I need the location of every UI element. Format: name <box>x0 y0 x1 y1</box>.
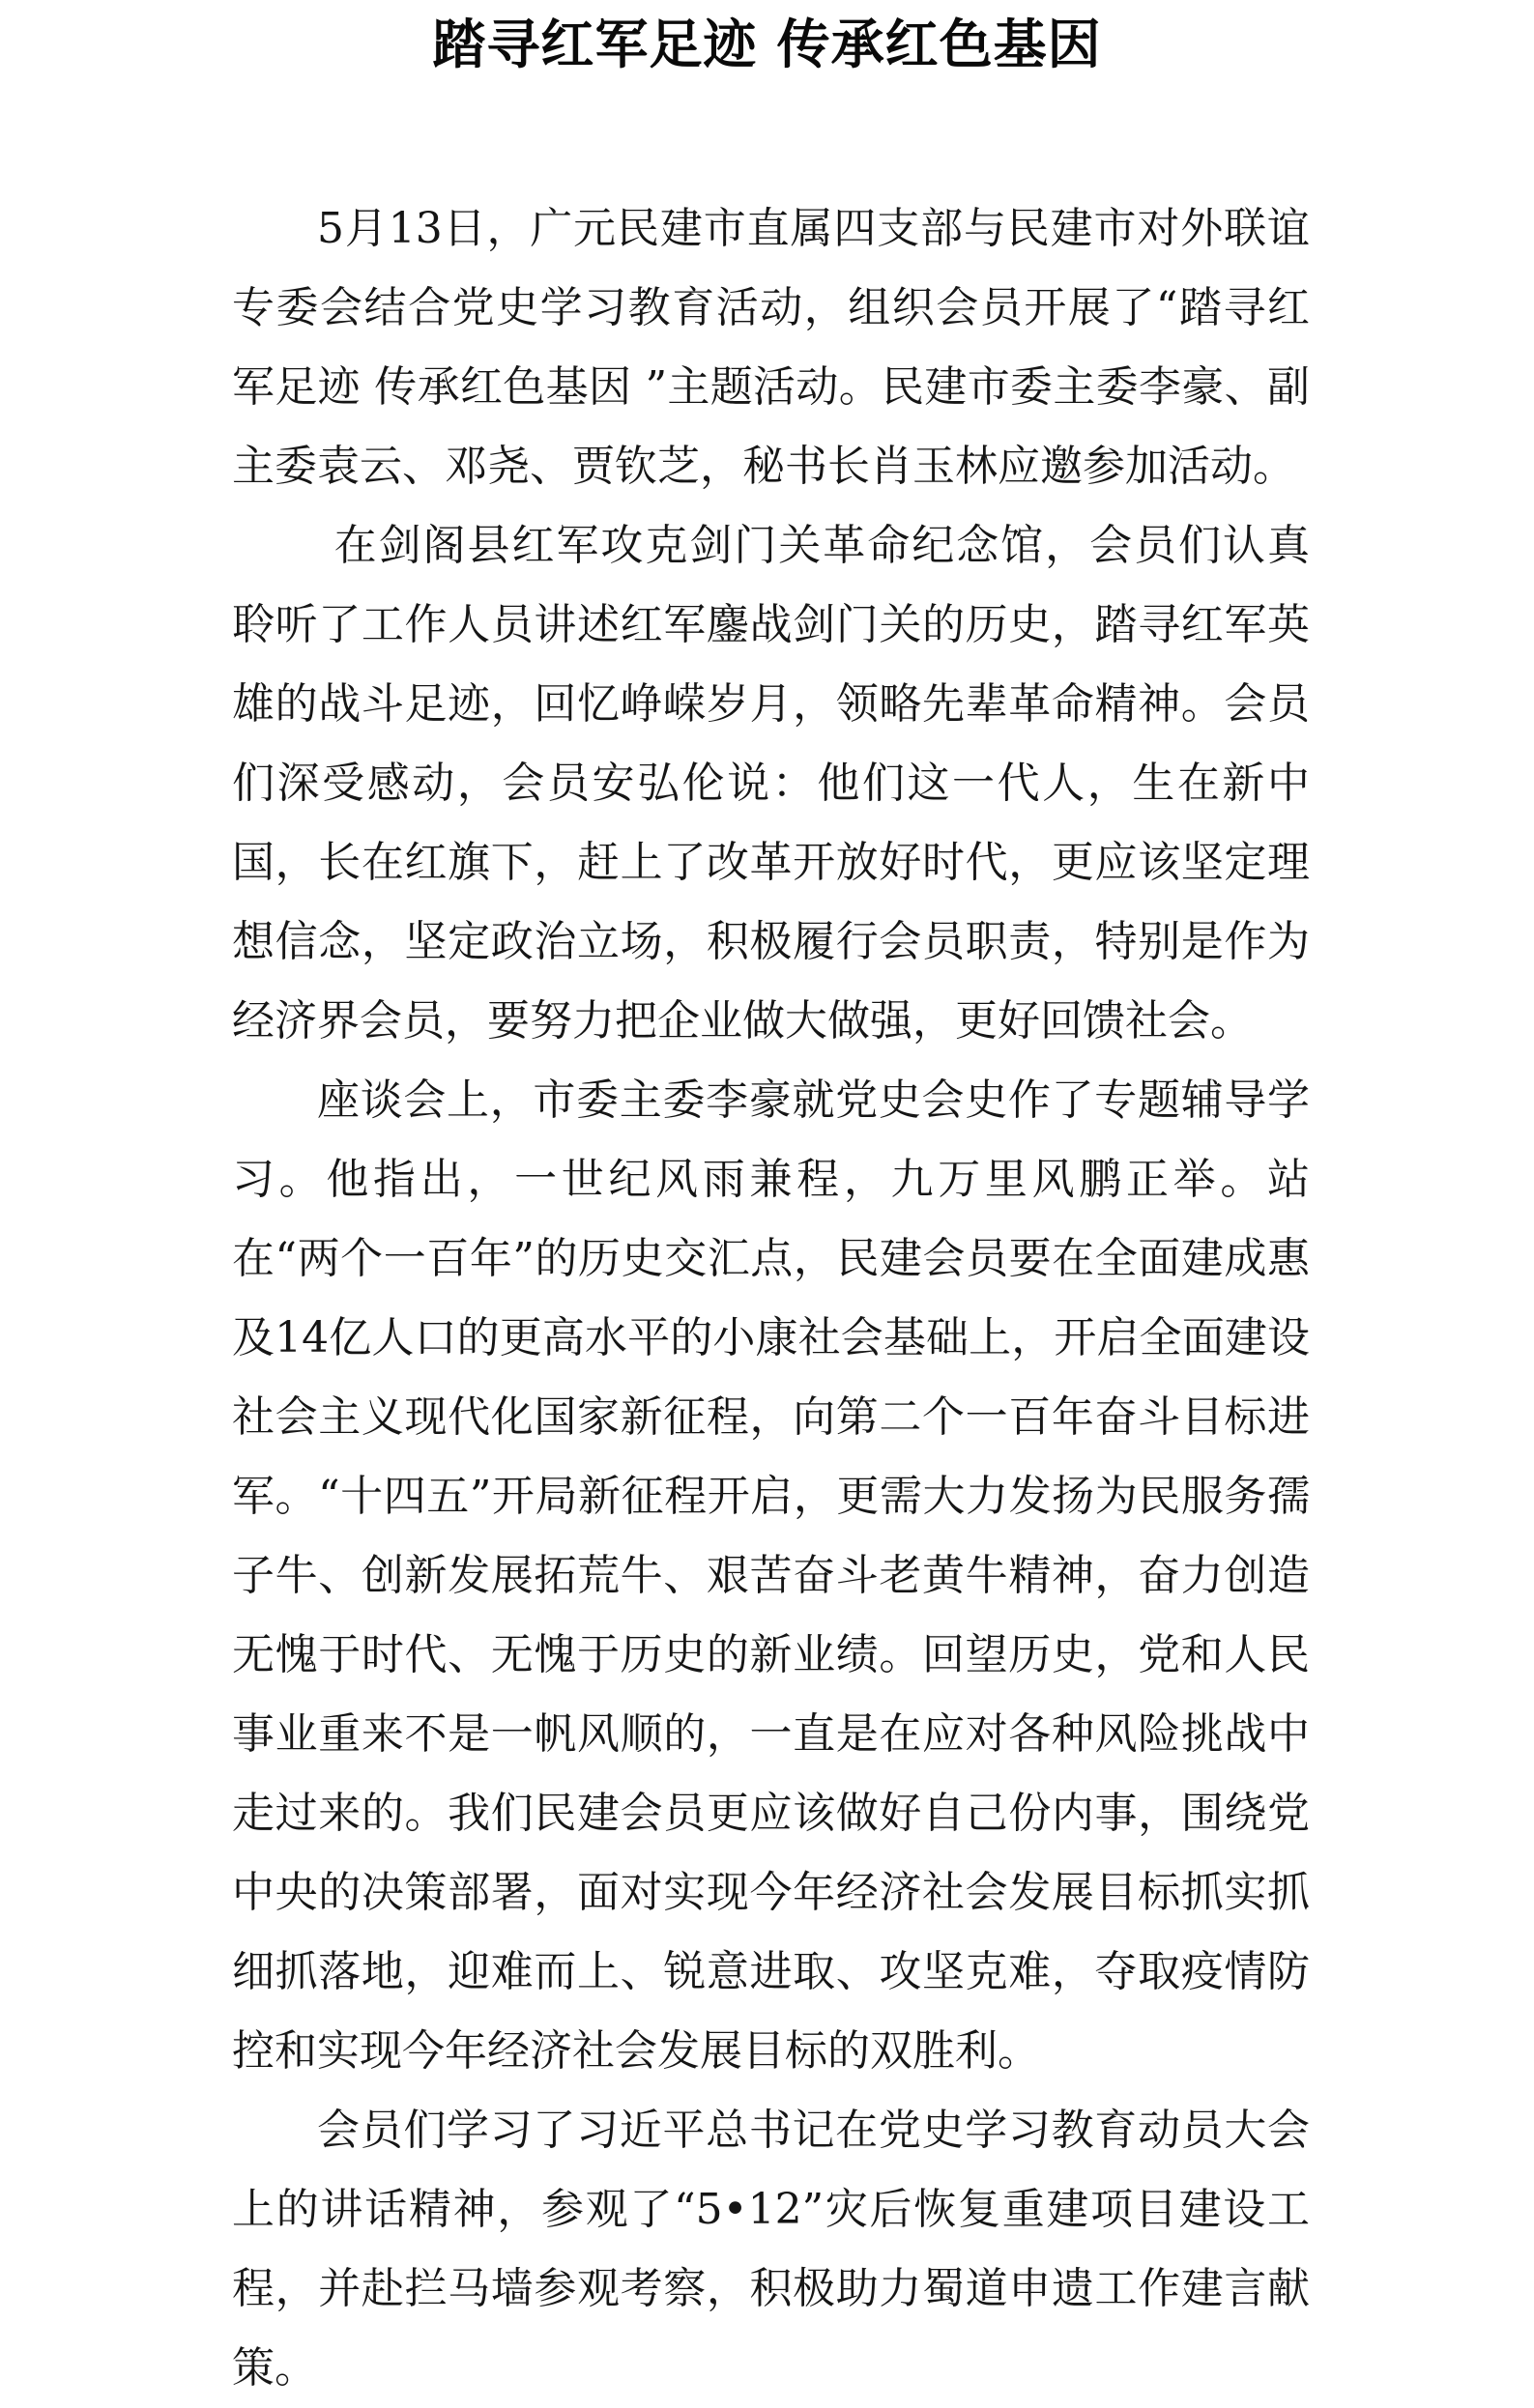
paragraph-symposium: 座谈会上，市委主委李豪就党史会史作了专题辅导学习。他指出，一世纪风雨兼程，九万里风鹏正举。站在“两个一百年”的历史交汇点，民建会员要在全面建成惠及14亿人口的更高水平的小康社会基础上，开启全面建设社会主义现代化国家新征程，向第二个一百年奋斗目标进军。“十四五”开局新征程开启，更需大力发扬为民服务孺子牛、创新发展拓荒牛、艰苦奋斗老黄牛精神，奋力创造无愧于时代、无愧于历史的新业绩。回望历史，党和人民事业重来不是一帆风顺的，一直是在应对各种风险挑战中走过来的。我们民建会员更应该做好自己份内事，围绕党中央的决策部署，面对实现今年经济社会发展目标抓实抓细抓落地，迎难而上、锐意进取、攻坚克难，夺取疫情防控和实现今年经济社会发展目标的双胜利。 <box>232 1075 1310 2076</box>
paragraph-memorial-visit: 在剑阁县红军攻克剑门关革命纪念馆，会员们认真聆听了工作人员讲述红军鏖战剑门关的历史，踏寻红军英雄的战斗足迹，回忆峥嵘岁月，领略先辈革命精神。会员们深受感动，会员安弘伦说：他们这一代人，生在新中国，长在红旗下，赶上了改革开放好时代，更应该坚定理想信念，坚定政治立场，积极履行会员职责，特别是作为经济界会员，要努力把企业做大做强，更好回馈社会。 <box>232 521 1310 1046</box>
paragraph-intro: 5月13日，广元民建市直属四支部与民建市对外联谊专委会结合党史学习教育活动，组织会员开展了“踏寻红军足迹 传承红色基因 ”主题活动。民建市委主委李豪、副主委袁云、邓尧、贾钦芝，秘书长肖玉林应邀参加活动。 <box>232 204 1310 491</box>
document-title: 踏寻红军足迹 传承红色基因 <box>432 13 1102 75</box>
article-body <box>232 189 1310 2408</box>
paragraph-study-and-visit: 会员们学习了习近平总书记在党史学习教育动员大会上的讲话精神，参观了“5•12”灾后恢复重建项目建设工程，并赴拦马墙参观考察，积极助力蜀道申遗工作建言献策。 <box>232 2106 1310 2393</box>
